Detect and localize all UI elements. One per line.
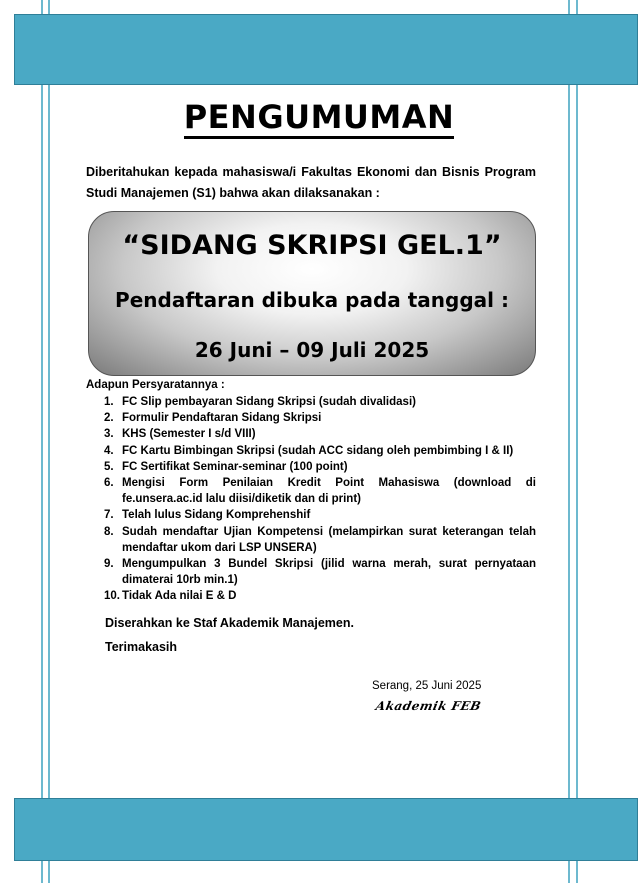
banner-registration-label: Pendaftaran dibuka pada tanggal :: [115, 288, 509, 312]
list-item: 7. Telah lulus Sidang Komprehenshif: [104, 509, 311, 522]
place-date: Serang, 25 Juni 2025: [372, 680, 482, 692]
closing-thanks: Terimakasih: [105, 640, 178, 654]
closing-instruction: Diserahkan ke Staf Akademik Manajemen.: [105, 616, 354, 630]
announcement-banner: [88, 211, 536, 376]
header-band: [14, 14, 638, 85]
list-item: 1. FC Slip pembayaran Sidang Skripsi (sudah divalidasi): [104, 396, 416, 408]
list-item: 4. FC Kartu Bimbingan Skripsi (sudah ACC sidang oleh pembimbing I & II): [104, 444, 514, 457]
requirements-label: Adapun Persyaratannya :: [86, 379, 225, 391]
list-item: 8. Sudah mendaftar Ujian Kompetensi (melampirkan surat keterangan telah mendaftar ukom dari LSP UNSERA): [104, 525, 536, 554]
list-item: 6. Mengisi Form Penilaian Kredit Point Mahasiswa (download di fe.unsera.ac.id lalu diisi/diketik dan di print): [104, 477, 536, 506]
list-item: 2. Formulir Pendaftaran Sidang Skripsi: [104, 412, 322, 425]
intro-text: Diberitahukan kepada mahasiswa/i Fakultas Ekonomi dan Bisnis Program Studi Manajemen (S1) bahwa akan dilaksanakan :: [86, 165, 536, 200]
requirements-list: [104, 394, 536, 605]
banner-event-title: “SIDANG SKRIPSI GEL.1”: [122, 230, 502, 261]
footer-band: [14, 798, 638, 861]
list-item: 5. FC Sertifikat Seminar-seminar (100 point): [104, 460, 348, 473]
signature: Akademik FEB: [374, 699, 483, 713]
list-item: 3. KHS (Semester I s/d VIII): [104, 428, 256, 441]
list-item: 10. Tidak Ada nilai E & D: [104, 590, 237, 603]
banner-date-range: 26 Juni – 09 Juli 2025: [194, 338, 430, 362]
page-title: PENGUMUMAN: [0, 98, 638, 136]
list-item: 9. Mengumpulkan 3 Bundel Skripsi (jilid warna merah, surat pernyataan dimaterai 10rb min.1): [104, 558, 536, 587]
